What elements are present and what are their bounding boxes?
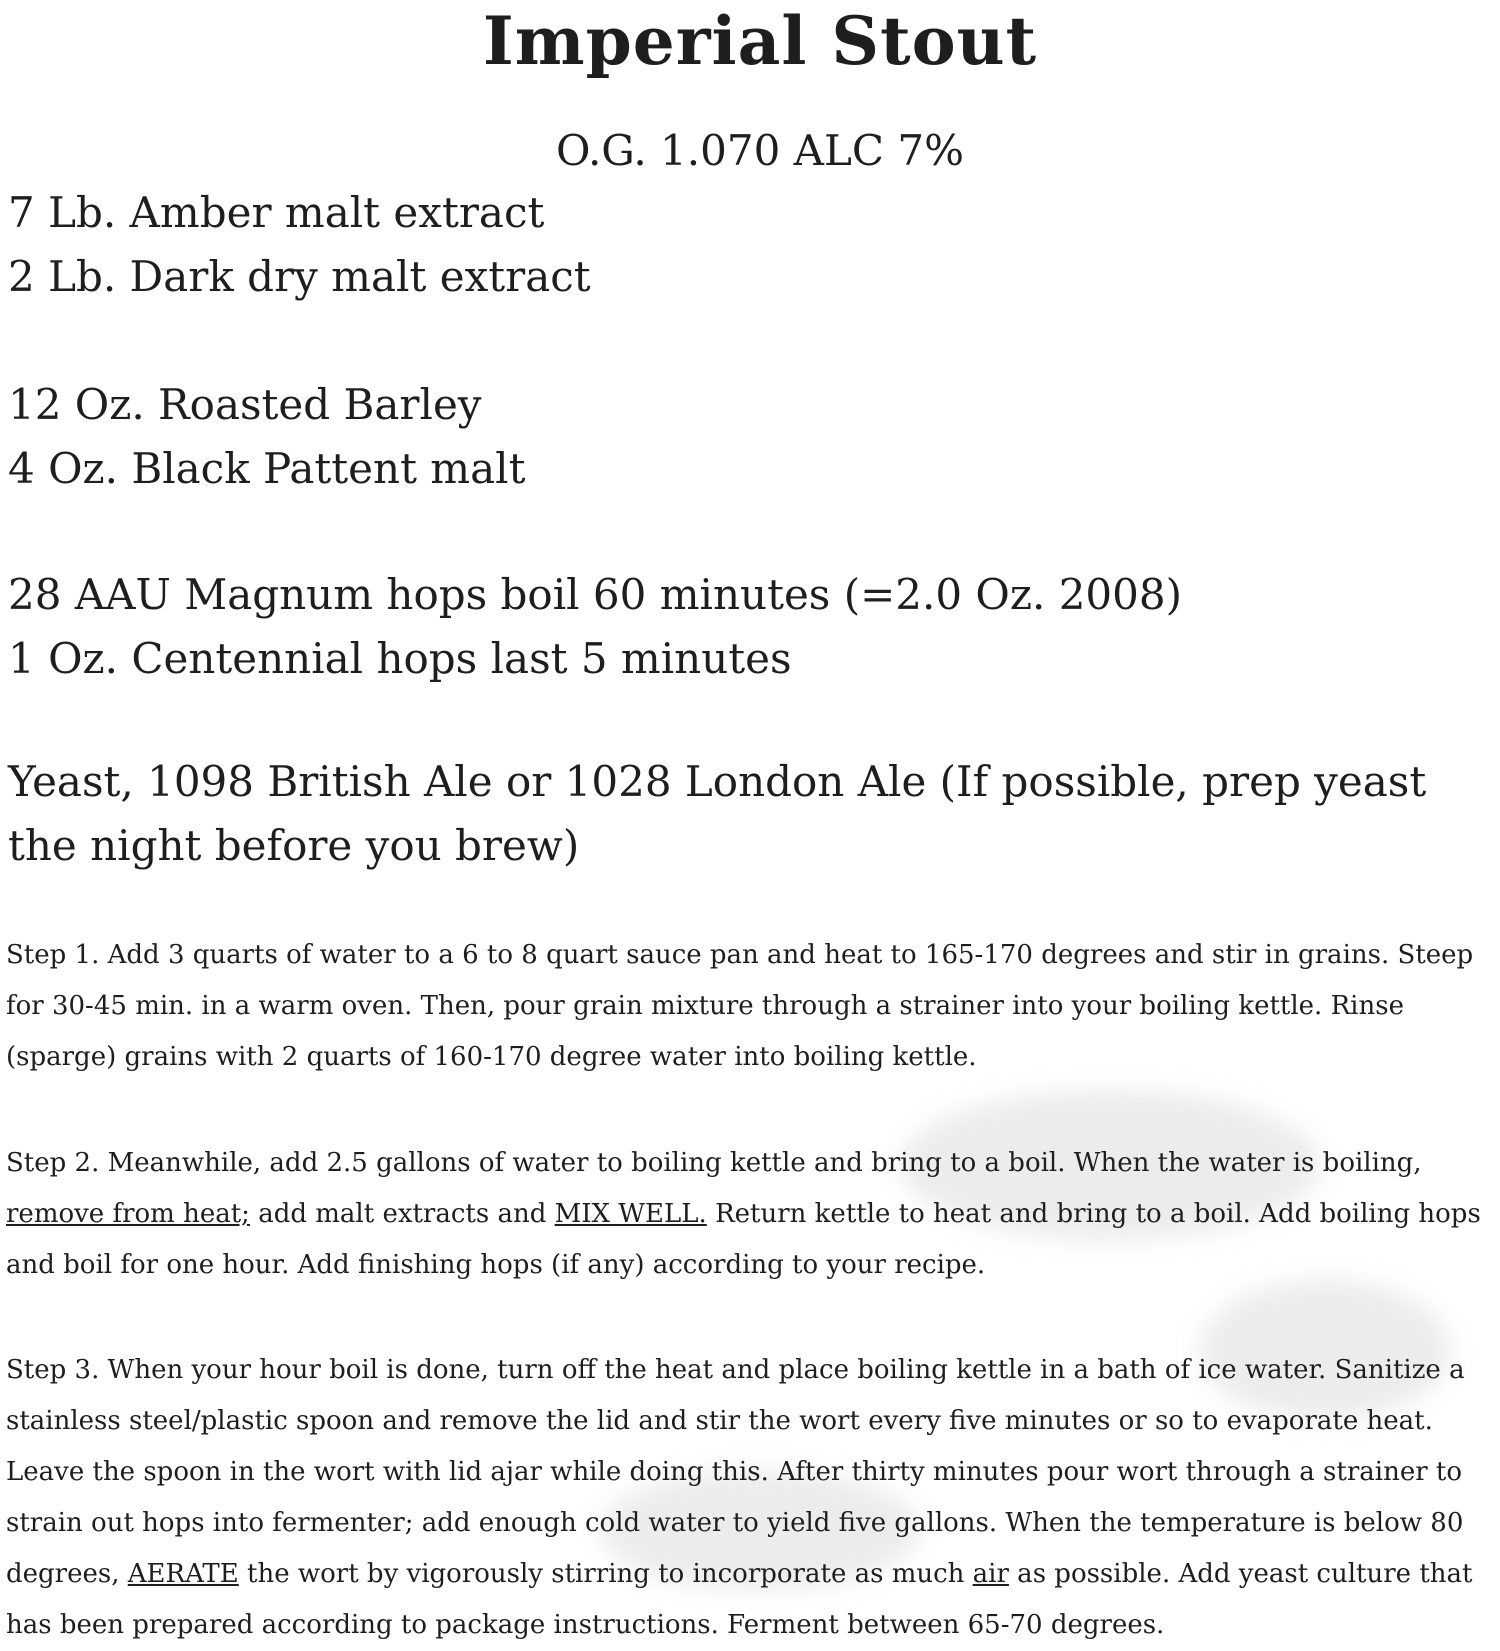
step-2-underlined: remove from heat;: [6, 1199, 250, 1229]
gravity-alcohol-stats: O.G. 1.070 ALC 7%: [555, 126, 964, 175]
step-2-text: Step 2. Meanwhile, add 2.5 gallons of water to boiling kettle and bring to a boil. When the water is boiling,: [6, 1148, 1422, 1178]
step-3-text: Step 3. When your hour boil is done, turn off the heat and place boiling kettle in a bath of ice water. Sanitize a stainless steel/plastic spoon and remove the lid and stir the wort every five minutes or so to evaporate heat. Leave the spoon in the wort with lid ajar while doing this. After thirty minutes pour wort through a strainer to strain out hops into fermenter; add enough cold water to yield five gallons. When the temperature is below 80 degrees,: [6, 1355, 1465, 1589]
step-3-underlined: AERATE: [127, 1559, 239, 1589]
ingredient-line: 7 Lb. Amber malt extract: [8, 188, 545, 237]
step-2-text: add malt extracts and: [249, 1199, 555, 1229]
step-3-underlined: air: [972, 1559, 1009, 1589]
step-1: Step 1. Add 3 quarts of water to a 6 to 8 quart sauce pan and heat to 165-170 degrees and stir in grains. Steep for 30-45 min. in a warm oven. Then, pour grain mixture through a strainer into your boiling kettle. Rinse (sparge) grains with 2 quarts of 160-170 degree water into boiling kettle.: [6, 940, 1474, 1072]
ingredient-line: 2 Lb. Dark dry malt extract: [8, 252, 591, 301]
ingredient-line: 28 AAU Magnum hops boil 60 minutes (=2.0 Oz. 2008): [8, 570, 1182, 619]
step-2-text: Return kettle to heat and bring to a boil. Add boiling hops and boil for one hour. Add finishing hops (if any) according to your recipe.: [6, 1199, 1481, 1280]
step-2-underlined: MIX WELL.: [554, 1199, 707, 1229]
yeast-line: Yeast, 1098 British Ale or 1028 London Ale (If possible, prep yeast the night before you brew): [8, 757, 1427, 870]
step-3: [6, 1345, 1491, 1651]
recipe-title: Imperial Stout: [482, 2, 1038, 80]
ingredient-line: 1 Oz. Centennial hops last 5 minutes: [8, 634, 792, 683]
step-3-text: as possible. Add yeast culture that has been prepared according to package instructions. Ferment between 65-70 degrees.: [6, 1559, 1473, 1640]
step-2: [6, 1138, 1491, 1291]
step-3-text: the wort by vigorously stirring to incorporate as much: [238, 1559, 973, 1589]
ingredient-line: 4 Oz. Black Pattent malt: [8, 444, 526, 493]
ingredient-line: 12 Oz. Roasted Barley: [8, 380, 482, 429]
